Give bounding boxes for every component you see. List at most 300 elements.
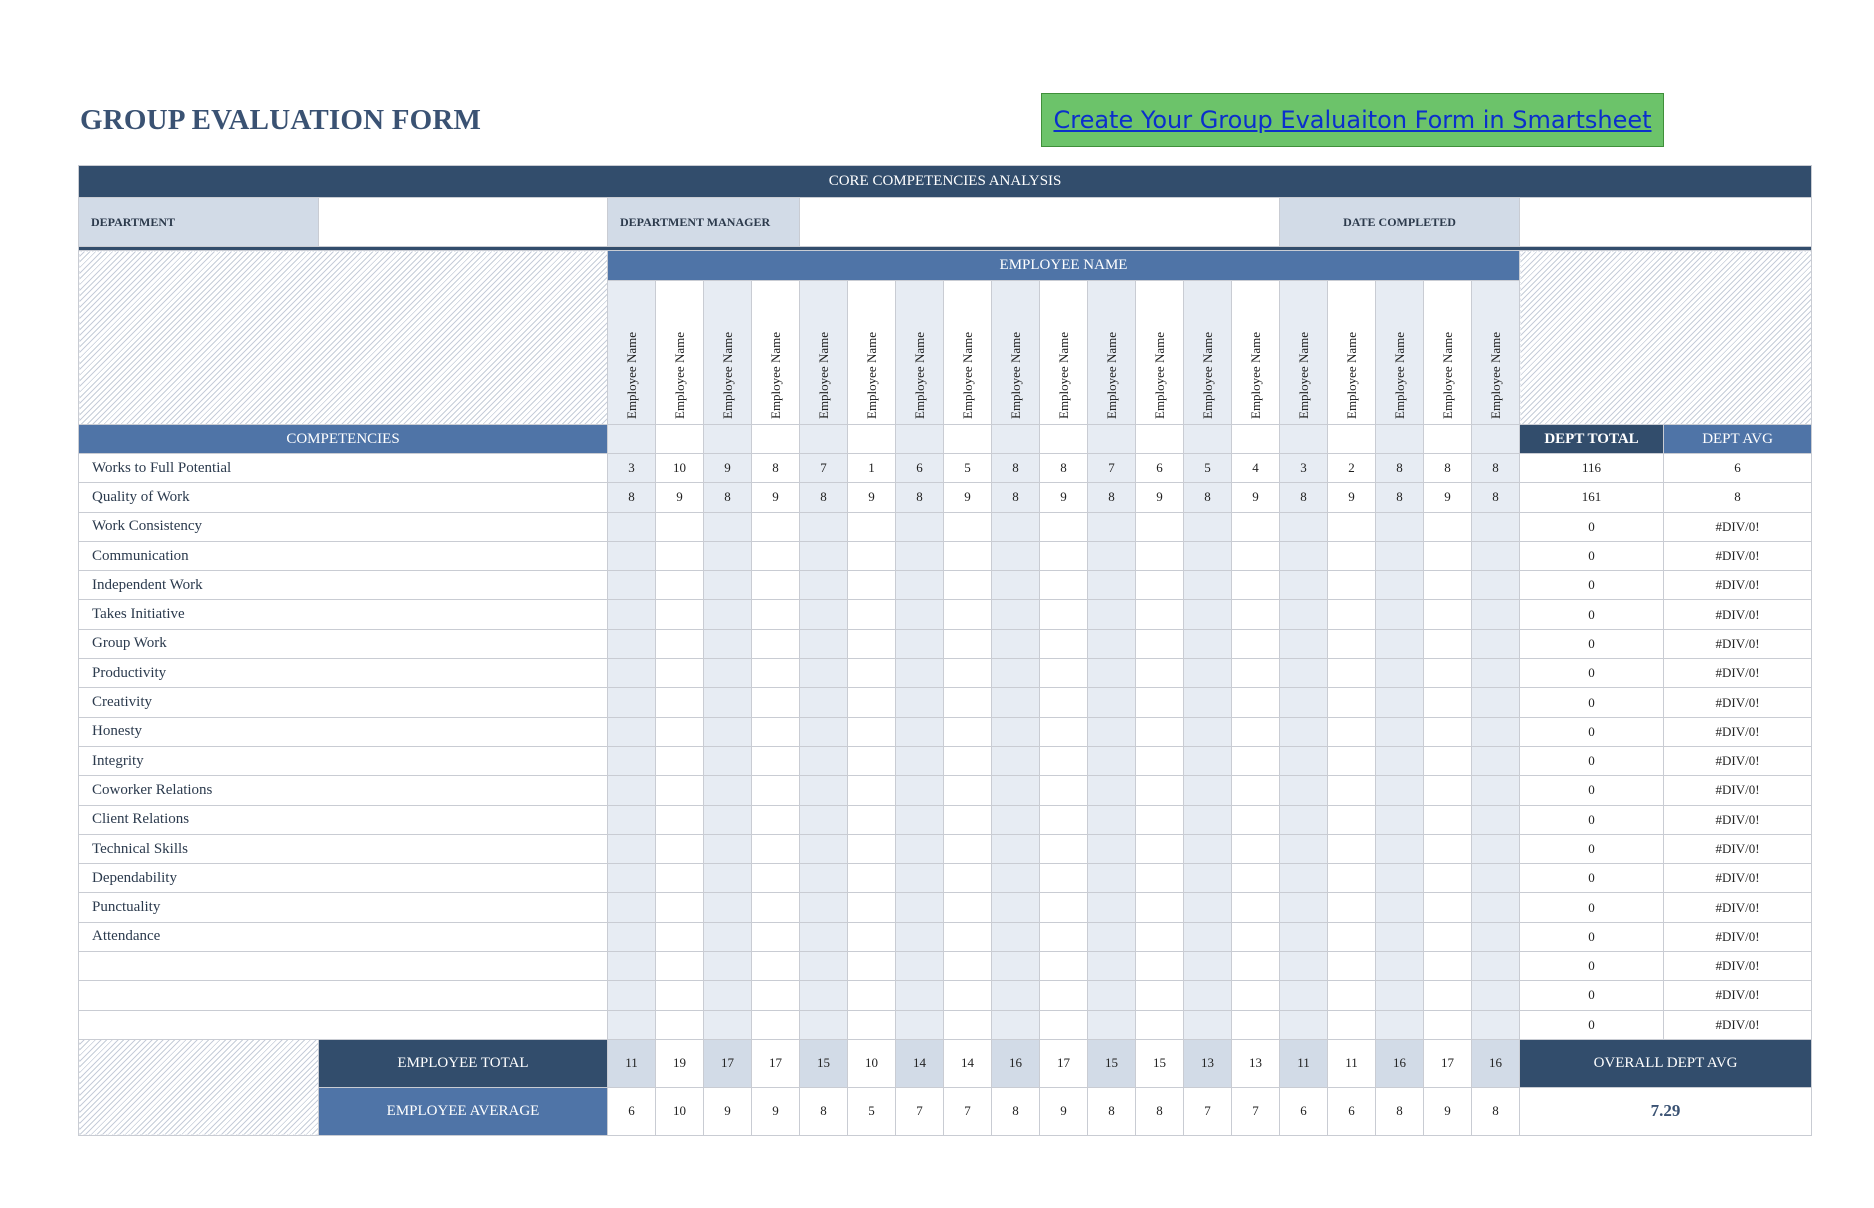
score-cell[interactable] bbox=[1088, 922, 1136, 951]
competency-label[interactable]: Takes Initiative bbox=[79, 600, 608, 629]
score-cell[interactable]: 9 bbox=[1040, 483, 1088, 512]
score-cell[interactable] bbox=[656, 746, 704, 775]
score-cell[interactable] bbox=[1136, 629, 1184, 658]
score-cell[interactable] bbox=[1232, 688, 1280, 717]
score-cell[interactable] bbox=[800, 834, 848, 863]
employee-name-header[interactable] bbox=[992, 281, 1040, 425]
score-cell[interactable] bbox=[992, 981, 1040, 1010]
score-cell[interactable] bbox=[1088, 717, 1136, 746]
score-cell[interactable] bbox=[1136, 893, 1184, 922]
score-cell[interactable]: 8 bbox=[992, 483, 1040, 512]
score-cell[interactable]: 5 bbox=[1184, 454, 1232, 483]
score-cell[interactable] bbox=[800, 952, 848, 981]
score-cell[interactable] bbox=[848, 746, 896, 775]
score-cell[interactable] bbox=[896, 600, 944, 629]
score-cell[interactable] bbox=[896, 864, 944, 893]
score-cell[interactable] bbox=[1424, 600, 1472, 629]
score-cell[interactable] bbox=[1136, 571, 1184, 600]
score-cell[interactable]: 8 bbox=[752, 454, 800, 483]
score-cell[interactable] bbox=[1328, 776, 1376, 805]
score-cell[interactable] bbox=[752, 717, 800, 746]
score-cell[interactable] bbox=[1184, 571, 1232, 600]
employee-name-header[interactable] bbox=[944, 281, 992, 425]
score-cell[interactable] bbox=[992, 1010, 1040, 1039]
score-cell[interactable] bbox=[1040, 600, 1088, 629]
score-cell[interactable] bbox=[896, 629, 944, 658]
score-cell[interactable] bbox=[752, 688, 800, 717]
score-cell[interactable] bbox=[1328, 571, 1376, 600]
score-cell[interactable] bbox=[1136, 1010, 1184, 1039]
score-cell[interactable] bbox=[1232, 893, 1280, 922]
score-cell[interactable] bbox=[944, 1010, 992, 1039]
score-cell[interactable] bbox=[1328, 600, 1376, 629]
score-cell[interactable] bbox=[1376, 952, 1424, 981]
score-cell[interactable] bbox=[1472, 746, 1520, 775]
score-cell[interactable] bbox=[1376, 981, 1424, 1010]
score-cell[interactable] bbox=[704, 629, 752, 658]
score-cell[interactable] bbox=[656, 659, 704, 688]
score-cell[interactable]: 8 bbox=[1376, 483, 1424, 512]
score-cell[interactable] bbox=[656, 512, 704, 541]
smartsheet-cta-button[interactable] bbox=[1041, 93, 1664, 147]
score-cell[interactable] bbox=[1376, 600, 1424, 629]
score-cell[interactable] bbox=[992, 629, 1040, 658]
score-cell[interactable] bbox=[1232, 717, 1280, 746]
score-cell[interactable] bbox=[896, 952, 944, 981]
score-cell[interactable] bbox=[1184, 952, 1232, 981]
score-cell[interactable]: 9 bbox=[752, 483, 800, 512]
score-cell[interactable] bbox=[1136, 600, 1184, 629]
score-cell[interactable] bbox=[800, 541, 848, 570]
score-cell[interactable] bbox=[944, 893, 992, 922]
score-cell[interactable] bbox=[1184, 629, 1232, 658]
score-cell[interactable] bbox=[1184, 981, 1232, 1010]
competency-label[interactable]: Quality of Work bbox=[79, 483, 608, 512]
score-cell[interactable] bbox=[608, 746, 656, 775]
score-cell[interactable] bbox=[1280, 600, 1328, 629]
employee-name-header[interactable] bbox=[800, 281, 848, 425]
score-cell[interactable] bbox=[944, 864, 992, 893]
score-cell[interactable] bbox=[1040, 688, 1088, 717]
score-cell[interactable] bbox=[752, 864, 800, 893]
score-cell[interactable] bbox=[1136, 981, 1184, 1010]
score-cell[interactable] bbox=[752, 571, 800, 600]
score-cell[interactable] bbox=[1280, 952, 1328, 981]
score-cell[interactable] bbox=[1088, 981, 1136, 1010]
score-cell[interactable] bbox=[896, 717, 944, 746]
score-cell[interactable] bbox=[896, 688, 944, 717]
score-cell[interactable] bbox=[752, 659, 800, 688]
score-cell[interactable]: 8 bbox=[800, 483, 848, 512]
score-cell[interactable]: 8 bbox=[1472, 483, 1520, 512]
employee-name-header[interactable] bbox=[896, 281, 944, 425]
score-cell[interactable]: 8 bbox=[1088, 483, 1136, 512]
score-cell[interactable] bbox=[1040, 776, 1088, 805]
employee-name-header[interactable] bbox=[1280, 281, 1328, 425]
score-cell[interactable] bbox=[1232, 805, 1280, 834]
score-cell[interactable] bbox=[704, 1010, 752, 1039]
employee-name-header[interactable] bbox=[1328, 281, 1376, 425]
score-cell[interactable] bbox=[1280, 893, 1328, 922]
score-cell[interactable]: 3 bbox=[1280, 454, 1328, 483]
score-cell[interactable] bbox=[1184, 893, 1232, 922]
score-cell[interactable] bbox=[1232, 1010, 1280, 1039]
score-cell[interactable] bbox=[1088, 541, 1136, 570]
score-cell[interactable] bbox=[1424, 717, 1472, 746]
score-cell[interactable] bbox=[752, 541, 800, 570]
score-cell[interactable] bbox=[1088, 834, 1136, 863]
score-cell[interactable] bbox=[800, 659, 848, 688]
competency-label[interactable]: Attendance bbox=[79, 922, 608, 951]
score-cell[interactable] bbox=[1376, 512, 1424, 541]
score-cell[interactable] bbox=[800, 776, 848, 805]
score-cell[interactable] bbox=[1184, 922, 1232, 951]
score-cell[interactable] bbox=[944, 952, 992, 981]
score-cell[interactable] bbox=[800, 717, 848, 746]
score-cell[interactable] bbox=[992, 717, 1040, 746]
score-cell[interactable] bbox=[1184, 512, 1232, 541]
score-cell[interactable] bbox=[752, 600, 800, 629]
score-cell[interactable] bbox=[1088, 746, 1136, 775]
score-cell[interactable] bbox=[608, 834, 656, 863]
score-cell[interactable] bbox=[1232, 629, 1280, 658]
score-cell[interactable] bbox=[944, 659, 992, 688]
score-cell[interactable] bbox=[1472, 659, 1520, 688]
score-cell[interactable] bbox=[1088, 659, 1136, 688]
score-cell[interactable] bbox=[1136, 776, 1184, 805]
score-cell[interactable] bbox=[752, 512, 800, 541]
competency-label[interactable]: Dependability bbox=[79, 864, 608, 893]
score-cell[interactable] bbox=[752, 629, 800, 658]
score-cell[interactable] bbox=[1184, 541, 1232, 570]
score-cell[interactable] bbox=[1232, 512, 1280, 541]
score-cell[interactable] bbox=[656, 688, 704, 717]
score-cell[interactable] bbox=[992, 893, 1040, 922]
department-manager-field[interactable] bbox=[800, 198, 1280, 247]
score-cell[interactable] bbox=[992, 659, 1040, 688]
score-cell[interactable] bbox=[704, 981, 752, 1010]
score-cell[interactable] bbox=[1376, 541, 1424, 570]
score-cell[interactable] bbox=[992, 688, 1040, 717]
score-cell[interactable] bbox=[1328, 922, 1376, 951]
score-cell[interactable] bbox=[1328, 717, 1376, 746]
score-cell[interactable] bbox=[1328, 659, 1376, 688]
competency-label[interactable]: Productivity bbox=[79, 659, 608, 688]
score-cell[interactable] bbox=[1472, 1010, 1520, 1039]
score-cell[interactable] bbox=[1280, 864, 1328, 893]
score-cell[interactable] bbox=[800, 512, 848, 541]
score-cell[interactable] bbox=[1472, 893, 1520, 922]
score-cell[interactable] bbox=[1424, 952, 1472, 981]
score-cell[interactable] bbox=[992, 746, 1040, 775]
score-cell[interactable] bbox=[1424, 571, 1472, 600]
score-cell[interactable] bbox=[1376, 1010, 1424, 1039]
score-cell[interactable] bbox=[704, 688, 752, 717]
score-cell[interactable] bbox=[896, 922, 944, 951]
employee-name-header[interactable] bbox=[1424, 281, 1472, 425]
score-cell[interactable] bbox=[1232, 659, 1280, 688]
score-cell[interactable] bbox=[656, 717, 704, 746]
competency-label[interactable]: Works to Full Potential bbox=[79, 454, 608, 483]
score-cell[interactable] bbox=[704, 541, 752, 570]
score-cell[interactable] bbox=[1472, 981, 1520, 1010]
score-cell[interactable] bbox=[752, 776, 800, 805]
score-cell[interactable] bbox=[1424, 746, 1472, 775]
score-cell[interactable] bbox=[1472, 952, 1520, 981]
score-cell[interactable] bbox=[608, 1010, 656, 1039]
score-cell[interactable] bbox=[800, 688, 848, 717]
score-cell[interactable] bbox=[1184, 659, 1232, 688]
score-cell[interactable] bbox=[1376, 922, 1424, 951]
score-cell[interactable] bbox=[1184, 746, 1232, 775]
score-cell[interactable] bbox=[1232, 571, 1280, 600]
score-cell[interactable] bbox=[608, 659, 656, 688]
employee-name-header[interactable] bbox=[1088, 281, 1136, 425]
competency-label[interactable] bbox=[79, 981, 608, 1010]
score-cell[interactable]: 6 bbox=[896, 454, 944, 483]
score-cell[interactable] bbox=[704, 512, 752, 541]
score-cell[interactable] bbox=[608, 864, 656, 893]
score-cell[interactable] bbox=[1424, 834, 1472, 863]
score-cell[interactable] bbox=[1184, 776, 1232, 805]
score-cell[interactable] bbox=[1280, 922, 1328, 951]
score-cell[interactable] bbox=[656, 922, 704, 951]
score-cell[interactable] bbox=[608, 512, 656, 541]
score-cell[interactable] bbox=[1376, 834, 1424, 863]
score-cell[interactable] bbox=[1280, 512, 1328, 541]
score-cell[interactable] bbox=[944, 571, 992, 600]
score-cell[interactable] bbox=[608, 952, 656, 981]
score-cell[interactable] bbox=[1184, 600, 1232, 629]
score-cell[interactable] bbox=[1424, 629, 1472, 658]
score-cell[interactable]: 8 bbox=[704, 483, 752, 512]
score-cell[interactable] bbox=[848, 629, 896, 658]
score-cell[interactable] bbox=[1376, 805, 1424, 834]
score-cell[interactable] bbox=[1328, 1010, 1376, 1039]
department-field[interactable] bbox=[319, 198, 608, 247]
score-cell[interactable] bbox=[944, 922, 992, 951]
score-cell[interactable] bbox=[752, 805, 800, 834]
score-cell[interactable] bbox=[1328, 834, 1376, 863]
score-cell[interactable] bbox=[704, 600, 752, 629]
employee-name-header[interactable] bbox=[1184, 281, 1232, 425]
score-cell[interactable] bbox=[1376, 746, 1424, 775]
score-cell[interactable] bbox=[1088, 571, 1136, 600]
score-cell[interactable] bbox=[1328, 893, 1376, 922]
score-cell[interactable] bbox=[1328, 688, 1376, 717]
score-cell[interactable] bbox=[656, 981, 704, 1010]
score-cell[interactable] bbox=[704, 659, 752, 688]
score-cell[interactable]: 9 bbox=[1232, 483, 1280, 512]
score-cell[interactable] bbox=[608, 717, 656, 746]
score-cell[interactable] bbox=[1424, 776, 1472, 805]
score-cell[interactable] bbox=[896, 981, 944, 1010]
score-cell[interactable] bbox=[1040, 512, 1088, 541]
score-cell[interactable] bbox=[992, 834, 1040, 863]
score-cell[interactable] bbox=[656, 864, 704, 893]
score-cell[interactable] bbox=[608, 688, 656, 717]
employee-name-header[interactable] bbox=[1232, 281, 1280, 425]
score-cell[interactable]: 9 bbox=[848, 483, 896, 512]
score-cell[interactable] bbox=[1136, 717, 1184, 746]
score-cell[interactable] bbox=[944, 600, 992, 629]
score-cell[interactable]: 8 bbox=[1424, 454, 1472, 483]
score-cell[interactable] bbox=[896, 805, 944, 834]
score-cell[interactable] bbox=[1136, 659, 1184, 688]
score-cell[interactable] bbox=[1088, 893, 1136, 922]
score-cell[interactable] bbox=[1472, 688, 1520, 717]
score-cell[interactable] bbox=[608, 571, 656, 600]
score-cell[interactable] bbox=[1136, 952, 1184, 981]
score-cell[interactable] bbox=[704, 746, 752, 775]
score-cell[interactable] bbox=[992, 922, 1040, 951]
score-cell[interactable] bbox=[656, 893, 704, 922]
competency-label[interactable]: Punctuality bbox=[79, 893, 608, 922]
competency-label[interactable]: Client Relations bbox=[79, 805, 608, 834]
score-cell[interactable] bbox=[752, 922, 800, 951]
score-cell[interactable] bbox=[1088, 776, 1136, 805]
score-cell[interactable] bbox=[1184, 1010, 1232, 1039]
score-cell[interactable] bbox=[848, 1010, 896, 1039]
score-cell[interactable] bbox=[944, 981, 992, 1010]
score-cell[interactable] bbox=[896, 512, 944, 541]
score-cell[interactable] bbox=[1136, 541, 1184, 570]
score-cell[interactable] bbox=[1328, 746, 1376, 775]
employee-name-header[interactable] bbox=[1376, 281, 1424, 425]
score-cell[interactable] bbox=[1472, 541, 1520, 570]
score-cell[interactable] bbox=[1424, 512, 1472, 541]
score-cell[interactable] bbox=[944, 688, 992, 717]
score-cell[interactable] bbox=[944, 717, 992, 746]
score-cell[interactable] bbox=[1280, 1010, 1328, 1039]
score-cell[interactable] bbox=[656, 600, 704, 629]
score-cell[interactable] bbox=[848, 600, 896, 629]
employee-name-header[interactable] bbox=[848, 281, 896, 425]
score-cell[interactable] bbox=[608, 805, 656, 834]
score-cell[interactable] bbox=[1040, 1010, 1088, 1039]
score-cell[interactable] bbox=[1232, 541, 1280, 570]
score-cell[interactable] bbox=[944, 629, 992, 658]
score-cell[interactable]: 10 bbox=[656, 454, 704, 483]
score-cell[interactable] bbox=[1136, 688, 1184, 717]
score-cell[interactable] bbox=[608, 776, 656, 805]
score-cell[interactable] bbox=[1376, 629, 1424, 658]
score-cell[interactable] bbox=[1280, 571, 1328, 600]
score-cell[interactable]: 9 bbox=[944, 483, 992, 512]
score-cell[interactable] bbox=[1136, 834, 1184, 863]
score-cell[interactable] bbox=[1472, 834, 1520, 863]
score-cell[interactable] bbox=[656, 1010, 704, 1039]
score-cell[interactable] bbox=[800, 629, 848, 658]
score-cell[interactable] bbox=[848, 981, 896, 1010]
score-cell[interactable]: 7 bbox=[1088, 454, 1136, 483]
score-cell[interactable] bbox=[848, 952, 896, 981]
score-cell[interactable] bbox=[656, 805, 704, 834]
score-cell[interactable] bbox=[1040, 571, 1088, 600]
score-cell[interactable] bbox=[1232, 600, 1280, 629]
score-cell[interactable] bbox=[800, 893, 848, 922]
score-cell[interactable] bbox=[1280, 776, 1328, 805]
score-cell[interactable] bbox=[1232, 922, 1280, 951]
score-cell[interactable]: 8 bbox=[1376, 454, 1424, 483]
score-cell[interactable] bbox=[1088, 1010, 1136, 1039]
score-cell[interactable] bbox=[848, 776, 896, 805]
employee-name-header[interactable] bbox=[1040, 281, 1088, 425]
score-cell[interactable] bbox=[1184, 805, 1232, 834]
score-cell[interactable]: 8 bbox=[1184, 483, 1232, 512]
score-cell[interactable] bbox=[704, 952, 752, 981]
score-cell[interactable] bbox=[1424, 922, 1472, 951]
employee-name-header[interactable] bbox=[704, 281, 752, 425]
score-cell[interactable] bbox=[1472, 776, 1520, 805]
score-cell[interactable] bbox=[1328, 512, 1376, 541]
score-cell[interactable]: 8 bbox=[608, 483, 656, 512]
score-cell[interactable] bbox=[608, 922, 656, 951]
score-cell[interactable] bbox=[1232, 776, 1280, 805]
score-cell[interactable] bbox=[1376, 571, 1424, 600]
score-cell[interactable] bbox=[992, 776, 1040, 805]
score-cell[interactable]: 4 bbox=[1232, 454, 1280, 483]
score-cell[interactable] bbox=[1472, 600, 1520, 629]
score-cell[interactable] bbox=[1376, 659, 1424, 688]
score-cell[interactable]: 9 bbox=[1136, 483, 1184, 512]
score-cell[interactable] bbox=[1232, 746, 1280, 775]
score-cell[interactable] bbox=[1280, 688, 1328, 717]
score-cell[interactable] bbox=[800, 746, 848, 775]
score-cell[interactable] bbox=[1184, 864, 1232, 893]
score-cell[interactable]: 8 bbox=[896, 483, 944, 512]
score-cell[interactable] bbox=[896, 571, 944, 600]
score-cell[interactable] bbox=[1376, 864, 1424, 893]
score-cell[interactable]: 6 bbox=[1136, 454, 1184, 483]
score-cell[interactable] bbox=[848, 834, 896, 863]
score-cell[interactable] bbox=[1040, 629, 1088, 658]
employee-name-header[interactable] bbox=[1136, 281, 1184, 425]
score-cell[interactable] bbox=[1088, 629, 1136, 658]
score-cell[interactable] bbox=[848, 922, 896, 951]
score-cell[interactable] bbox=[1040, 805, 1088, 834]
score-cell[interactable] bbox=[1232, 864, 1280, 893]
score-cell[interactable] bbox=[608, 981, 656, 1010]
score-cell[interactable] bbox=[1280, 717, 1328, 746]
competency-label[interactable]: Integrity bbox=[79, 746, 608, 775]
score-cell[interactable] bbox=[800, 571, 848, 600]
score-cell[interactable] bbox=[1040, 952, 1088, 981]
score-cell[interactable] bbox=[1376, 893, 1424, 922]
score-cell[interactable] bbox=[1424, 659, 1472, 688]
score-cell[interactable] bbox=[1424, 893, 1472, 922]
score-cell[interactable] bbox=[944, 834, 992, 863]
score-cell[interactable] bbox=[800, 922, 848, 951]
smartsheet-cta-link[interactable]: Create Your Group Evaluaiton Form in Smartsheet bbox=[1053, 106, 1652, 134]
score-cell[interactable] bbox=[1040, 746, 1088, 775]
score-cell[interactable] bbox=[896, 746, 944, 775]
score-cell[interactable] bbox=[848, 541, 896, 570]
competency-label[interactable]: Creativity bbox=[79, 688, 608, 717]
score-cell[interactable] bbox=[1280, 659, 1328, 688]
score-cell[interactable] bbox=[1376, 688, 1424, 717]
score-cell[interactable] bbox=[1184, 717, 1232, 746]
score-cell[interactable] bbox=[848, 512, 896, 541]
score-cell[interactable] bbox=[896, 541, 944, 570]
competency-label[interactable]: Independent Work bbox=[79, 571, 608, 600]
score-cell[interactable] bbox=[1088, 864, 1136, 893]
score-cell[interactable]: 7 bbox=[800, 454, 848, 483]
score-cell[interactable] bbox=[944, 746, 992, 775]
score-cell[interactable] bbox=[992, 512, 1040, 541]
score-cell[interactable] bbox=[800, 1010, 848, 1039]
score-cell[interactable] bbox=[704, 893, 752, 922]
